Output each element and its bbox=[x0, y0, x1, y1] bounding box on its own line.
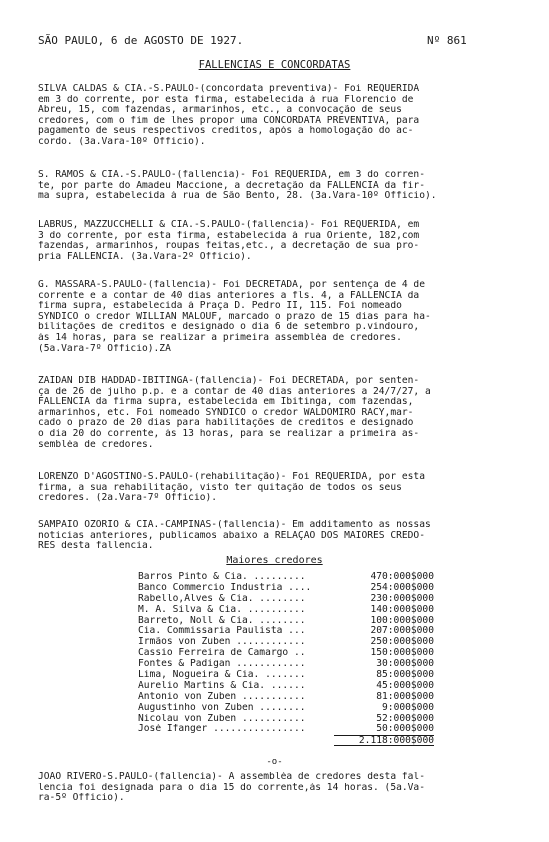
creditor-name: Cassio Ferreira de Camargo .. bbox=[138, 648, 306, 659]
entry-line: credores. (2a.Vara-7º Officio). bbox=[38, 493, 218, 504]
entry-line: JOÃO RIVERO-S.PAULO-(fallencia)- A assembléa de credores desta fal- bbox=[38, 772, 425, 782]
entry-labrus-mazzucchelli bbox=[38, 220, 516, 262]
entry-line: ZAIDAN DIB HADDAD-IBITINGA-(fallencia)- Foi DECRETADA, por senten- bbox=[38, 376, 420, 386]
entry-line: armarinhos, etc. Foi nomeado SYNDICO o credor WALDOMIRO RACY,mar- bbox=[38, 407, 414, 418]
creditors-title-text: Maiores credores bbox=[226, 555, 323, 566]
entry-line: RES desta fallencia. bbox=[38, 541, 154, 552]
entry-line: SYNDICO o credor WILLIAN MALOUF, marcado o prazo de 15 dias para ha- bbox=[38, 311, 431, 322]
entry-line: firma supra, estabelecida á Praça D. Pedro II, 115. Foi nomeado bbox=[38, 301, 402, 312]
entry-line: ás 14 horas, para se realizar a primeira assembléa de credores. bbox=[38, 332, 402, 343]
entry-line: cado o prazo de 20 dias para habilitações de creditos e designado bbox=[38, 418, 414, 429]
creditor-row bbox=[138, 724, 438, 735]
entry-line: Abreu, 15, com fazendas, armarinhos, etc., a convocação de seus bbox=[38, 105, 402, 116]
entry-line: cordo. (3a.Vara-10º Officio). bbox=[38, 136, 206, 147]
entry-lorenzo-dagostino bbox=[38, 472, 516, 504]
creditor-amount: 30:000$000 bbox=[376, 658, 434, 670]
creditor-amount: 81:000$000 bbox=[376, 690, 434, 702]
entry-line: firma, a sua rehabilitação, visto ter quitação de todos os seus bbox=[38, 482, 402, 493]
creditors-total-spacer bbox=[138, 735, 334, 746]
creditor-amount: 230:000$000 bbox=[370, 592, 434, 604]
entry-line: corrente e a contar de 40 dias anteriores a fls. 4, a FALLENCIA da bbox=[38, 290, 420, 301]
entry-line: noticias anteriores, publicamos abaixo a RELAÇÃO DOS MAIORES CREDO- bbox=[38, 530, 425, 541]
document-date: SÃO PAULO, 6 de AGOSTO DE 1927. bbox=[38, 34, 244, 47]
entry-line: SILVA CALDAS & CIA.-S.PAULO-(concordata preventiva)- Foi REQUERIDA bbox=[38, 84, 420, 94]
section-title-text: FALLENCIAS E CONCORDATAS bbox=[198, 59, 351, 71]
entry-line: FALLENCIA da firma supra, estabelecida em Ibitinga, com fazendas, bbox=[38, 397, 414, 408]
creditor-name: Fontes & Padigan ............ bbox=[138, 659, 306, 670]
creditor-name: José Ifanger ................ bbox=[138, 724, 306, 735]
creditor-row bbox=[138, 605, 438, 616]
creditor-amount: 50:000$000 bbox=[376, 723, 434, 735]
creditor-amount: 45:000$000 bbox=[376, 679, 434, 691]
entry-line: S. RAMOS & CIA.-S.PAULO-(fallencia)- Foi REQUERIDA, em 3 do corren- bbox=[38, 170, 425, 180]
creditor-amount: 254:000$000 bbox=[370, 581, 434, 593]
creditor-name: Cia. Commissaria Paulista ... bbox=[138, 626, 306, 637]
entry-line: LABRUS, MAZZUCCHELLI & CIA.-S.PAULO-(fallencia)- Foi REQUERIDA, em bbox=[38, 220, 420, 230]
section-title bbox=[0, 60, 549, 71]
entry-line: G. MASSARA-S.PAULO-(fallencia)- Foi DECRETADA, por sentença de 4 de bbox=[38, 280, 425, 290]
creditor-amount: 9:000$000 bbox=[382, 701, 434, 713]
entry-line: credores, com o fim de lhes propor uma CONCORDATA PREVENTIVA, para bbox=[38, 115, 420, 126]
creditor-name: Banco Commercio Industria .... bbox=[138, 582, 312, 593]
creditor-name: Rabello,Alves & Cia. ........ bbox=[138, 593, 306, 604]
entry-line: ra-5º Officio). bbox=[38, 793, 125, 804]
entry-line: pagamento de seus respectivos creditos, após a homologação do ac- bbox=[38, 126, 414, 137]
entry-line: o dia 20 do corrente, ás 13 horas, para se realizar a primeira as- bbox=[38, 428, 420, 439]
creditor-row bbox=[138, 703, 438, 714]
entry-line: fazendas, armarinhos, roupas feitas,etc., a decretação de sua pro- bbox=[38, 241, 420, 252]
entry-line: ma supra, estabelecida á rua de São Bento, 28. (3a.Vara-10º Officio). bbox=[38, 191, 437, 202]
creditor-name: M. A. Silva & Cia. .......... bbox=[138, 604, 306, 615]
creditor-name: Nicolau von Zuben ........... bbox=[138, 713, 306, 724]
creditor-amount: 250:000$000 bbox=[370, 636, 434, 648]
creditors-title bbox=[0, 556, 549, 567]
entry-line: 3 do corrente, por esta firma, estabelecida á rua Oriente, 182,com bbox=[38, 230, 420, 241]
creditor-name: Irmãos von Zuben ............ bbox=[138, 637, 306, 648]
entry-line: (5a.Vara-7º Officio).ZA bbox=[38, 343, 171, 354]
creditor-amount: 140:000$000 bbox=[370, 603, 434, 615]
entry-line: em 3 do corrente, por esta firma, estabelecida á rua Florencio de bbox=[38, 94, 414, 105]
entry-joao-rivero bbox=[38, 772, 516, 804]
entry-line: pria FALLENCIA. (3a.Vara-2º Officio). bbox=[38, 251, 252, 262]
entry-line: LORENZO D'AGOSTINO-S.PAULO-(rehabilitação)- Foi REQUERIDA, por esta bbox=[38, 472, 425, 482]
creditor-amount: 100:000$000 bbox=[370, 614, 434, 626]
creditors-total-row bbox=[138, 735, 438, 746]
creditor-name: Antonio von Zuben ........... bbox=[138, 691, 306, 702]
creditor-name: Aurelio Martins & Cia. ...... bbox=[138, 680, 306, 691]
entry-sampaio-ozorio bbox=[38, 520, 516, 552]
entry-line: ça de 26 de julho p.p. e a contar de 40 dias anteriores a 24/7/27, a bbox=[38, 386, 431, 397]
creditors-total: 2.118:000$000 bbox=[334, 735, 434, 746]
bulletin-number: Nº 861 bbox=[427, 34, 467, 47]
creditor-name: Barros Pinto & Cia. ......... bbox=[138, 572, 306, 582]
section-separator: -o- bbox=[266, 757, 283, 767]
entry-line: bilitações de creditos e designado o dia 6 de setembro p.vindouro, bbox=[38, 322, 420, 333]
entry-line: te, por parte do Amadeu Maccione, a decretação da FALLENCIA da fir- bbox=[38, 180, 425, 191]
entry-g-massara bbox=[38, 280, 516, 354]
creditor-amount: 52:000$000 bbox=[376, 712, 434, 724]
creditor-amount: 150:000$000 bbox=[370, 647, 434, 659]
entry-zaidan-dib-haddad bbox=[38, 376, 516, 450]
entry-line: lencia foi designada para o dia 15 do corrente,ás 14 horas. (5a.Va- bbox=[38, 782, 425, 793]
creditor-amount: 85:000$000 bbox=[376, 669, 434, 681]
creditor-name: Lima, Nogueira & Cia. ....... bbox=[138, 670, 306, 681]
entry-line: SAMPAIO OZORIO & CIA.-CAMPINAS-(fallencia)- Em additamento as nossas bbox=[38, 520, 431, 530]
creditors-list bbox=[138, 572, 438, 746]
entry-s-ramos bbox=[38, 170, 516, 202]
creditor-name: Augustinho von Zuben ........ bbox=[138, 702, 306, 713]
creditor-amount: 470:000$000 bbox=[370, 571, 434, 582]
entry-line: sembléa de credores. bbox=[38, 439, 154, 450]
creditor-amount: 207:000$000 bbox=[370, 625, 434, 637]
entry-silva-caldas bbox=[38, 84, 516, 148]
creditor-name: Barreto, Noll & Cia. ........ bbox=[138, 615, 306, 626]
